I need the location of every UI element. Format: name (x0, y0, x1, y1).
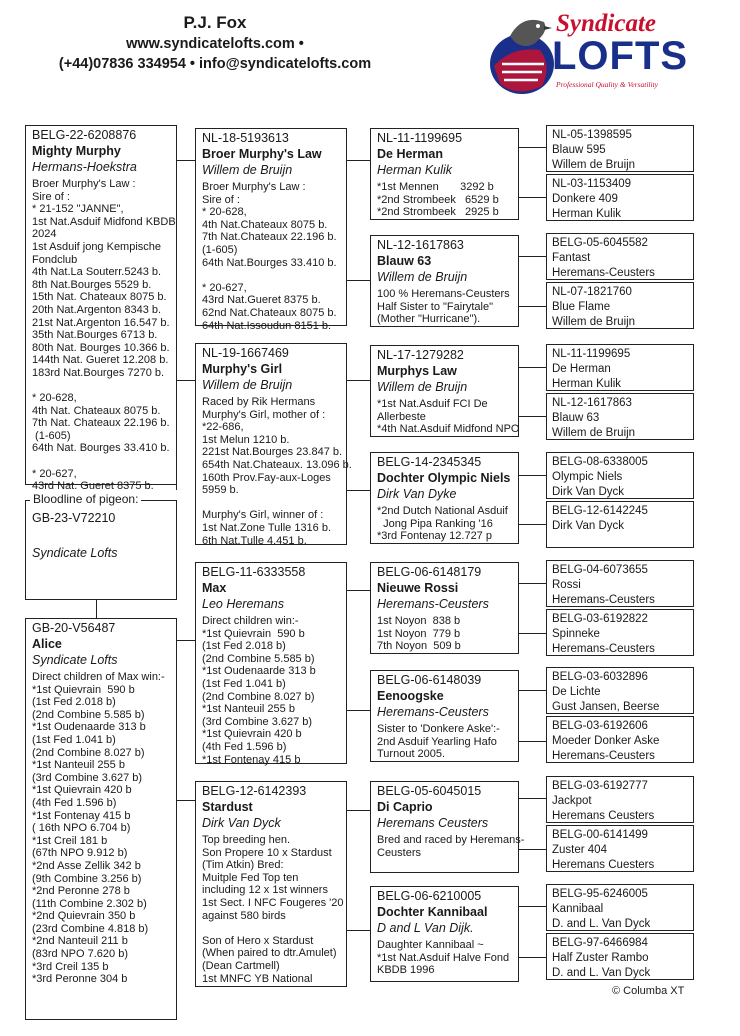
pigeon-name: Di Caprio (377, 800, 433, 814)
gen4-card[interactable] (546, 344, 694, 391)
gen4-card[interactable] (546, 884, 694, 931)
pigeon-ring: BELG-12-6142393 (202, 784, 307, 798)
pigeon-ring: BELG-03-6192606 (552, 720, 648, 732)
pigeon-ring: BELG-03-6192822 (552, 613, 648, 625)
pigeon-ring: BELG-04-6073655 (552, 564, 648, 576)
dam-notes: Direct children of Max win:- *1st Quievrain 590 b (1st Fed 2.018 b) (2nd Combine 5.585 b) *1st Oudenaarde 313 b (1st Fed 1.041 b) (2nd Combine 8.027 b) *1st Nanteuil 255 b (3rd Combine 3.627 b) *1st Quievrain 420 b (4th Fed 1.596 b) *1st Fontenay 415 b ( 16th NPO 6.704 b) *1st Creil 181 b (67th NPO 9.912 b) *2nd Asse Zellik 342 b (9th Combine 3.256 b) *2nd Peronne 278 b (11th Combine 2.302 b) *2nd Quievrain 350 b (23rd Combine 4.818 b) *2nd Nanteuil 211 b (83rd NPO 7.620 b) *3rd Creil 135 b *3rd Peronne 304 b (32, 671, 165, 986)
gen3-card[interactable] (370, 781, 525, 873)
dam-breeder: Syndicate Lofts (32, 653, 118, 667)
pigeon-name: De Herman (552, 363, 611, 375)
bloodline-card (25, 500, 177, 600)
pigeon-breeder: Heremans Cuesters (552, 859, 655, 871)
gen4-card[interactable] (546, 560, 694, 607)
pigeon-ring: BELG-95-6246005 (552, 888, 648, 900)
bloodline-label: Bloodline of pigeon: (30, 492, 141, 506)
gen4-card[interactable] (546, 501, 694, 548)
pigeon-name: Zuster 404 (552, 844, 607, 856)
pigeon-breeder: Herman Kulik (552, 378, 622, 390)
gen4-card[interactable] (546, 716, 694, 763)
pigeon-breeder: Heremans-Ceusters (552, 267, 655, 279)
gen3-card[interactable] (370, 886, 519, 982)
gen2-card[interactable] (195, 562, 347, 764)
pigeon-notes: Sister to 'Donkere Aske':- 2nd Asduif Yearling Hafo Turnout 2005. (377, 723, 500, 761)
pigeon-ring: NL-11-1199695 (552, 348, 631, 360)
pigeon-name: Half Zuster Rambo (552, 952, 649, 964)
gen4-card[interactable] (546, 776, 694, 823)
pigeon-breeder: Gust Jansen, Beerse (552, 701, 660, 713)
gen4-card[interactable] (546, 609, 694, 656)
pigeon-breeder: Heremans Ceusters (552, 810, 655, 822)
pigeon-breeder: Willem de Bruijn (202, 163, 293, 177)
bloodline-owner: Syndicate Lofts (32, 546, 118, 560)
pigeon-ring: NL-07-1821760 (552, 286, 632, 298)
breeder-name: P.J. Fox (183, 13, 247, 32)
website-line[interactable]: www.syndicatelofts.com • (126, 36, 304, 52)
subject-name: Mighty Murphy (32, 144, 121, 158)
pigeon-ring: BELG-08-6338005 (552, 456, 648, 468)
pigeon-ring: NL-17-1279282 (377, 348, 464, 362)
logo-word-syndicate: Syndicate (556, 10, 656, 37)
gen4-card[interactable] (546, 393, 694, 440)
pigeon-ring: NL-19-1667469 (202, 346, 289, 360)
pigeon-ring: BELG-00-6141499 (552, 829, 648, 841)
pigeon-ring: BELG-06-6148179 (377, 565, 482, 579)
pigeon-name: Fantast (552, 252, 591, 264)
pigeon-ring: BELG-11-6333558 (202, 565, 306, 579)
pigeon-breeder: D. and L. Van Dyck (552, 967, 651, 979)
pigeon-ring: BELG-03-6192777 (552, 780, 648, 792)
pigeon-breeder: Herman Kulik (377, 163, 453, 177)
pigeon-ring: NL-03-1153409 (552, 178, 632, 190)
pigeon-ring: BELG-05-6045582 (552, 237, 648, 249)
pigeon-name: Spinneke (552, 628, 600, 640)
pigeon-ring: BELG-06-6210005 (377, 889, 482, 903)
pigeon-notes: *1st Mennen 3292 b *2nd Strombeek 6529 b *2nd Strombeek 2925 b (377, 181, 499, 219)
pigeon-ring: BELG-06-6148039 (377, 673, 482, 687)
gen3-card[interactable] (370, 670, 519, 762)
pigeon-name: Blauw 63 (552, 412, 600, 424)
pigeon-name: Blauw 63 (377, 254, 432, 268)
syndicate-lofts-logo (482, 6, 689, 104)
pigeon-name: Moeder Donker Aske (552, 735, 660, 747)
pigeon-name: Nieuwe Rossi (377, 581, 459, 595)
logo-tagline: Professional Quality & Versatility (556, 80, 659, 89)
pigeon-name: Blue Flame (552, 301, 611, 313)
pigeon-name: Max (202, 581, 227, 595)
bloodline-ring: GB-23-V72210 (32, 511, 116, 525)
copyright-footer: © Columba XT (612, 985, 685, 997)
pigeon-name: Jackpot (552, 795, 592, 807)
subject-notes: Broer Murphy's Law : Sire of : * 21-152 "JANNE", 1st Nat.Asduif Midfond KBDB 2024 1st Asduif jong Kempische Fondclub 4th Nat.La Souterr.5243 b. 8th Nat.Bourges 5529 b. 15th Nat. Chateaux 8075 b. 20th Nat.Argenton 8343 b. 21st Nat.Argenton 16.547 b. 35th Nat.Bourges 6713 b. 80th Nat. Bourges 10.366 b. 144th Nat. Gueret 12.208 b. 183rd Nat.Bourges 7270 b. * 20-628, 4th Nat. Chateaux 8075 b. 7th Nat. Chateaux 22.196 b. (1-605) 64th Nat. Bourges 33.410 b. * 20-627, 43rd Nat. Gueret 8375 b. (32, 178, 176, 493)
pigeon-name: Dochter Olympic Niels (377, 471, 511, 485)
gen2-card[interactable] (195, 781, 347, 987)
pigeon-notes: Broer Murphy's Law : Sire of : * 20-628, 4th Nat.Chateaux 8075 b. 7th Nat.Chateaux 22.196 b. (1-605) 64th Nat.Bourges 33.410 b. * 20-627, 43rd Nat.Gueret 8375 b. 62nd Nat.Chateaux 8075 b. 64th Nat.Issoudun 8151 b. (202, 181, 337, 332)
pigeon-breeder: Dirk Van Dyke (377, 487, 457, 501)
gen4-card[interactable] (546, 825, 694, 872)
pigeon-breeder: Willem de Bruijn (377, 270, 468, 284)
pigeon-name: Murphy's Girl (202, 362, 283, 376)
pigeon-ring: BELG-97-6466984 (552, 937, 648, 949)
pigeon-ring: BELG-05-6045015 (377, 784, 482, 798)
pigeon-breeder: Dirk Van Dyck (202, 816, 281, 830)
pigeon-notes: Bred and raced by Heremans- Ceusters (377, 834, 525, 859)
gen3-card[interactable] (370, 345, 519, 437)
pigeon-notes: 1st Noyon 838 b 1st Noyon 779 b 7th Noyon 509 b (377, 615, 461, 653)
dam-ring: GB-20-V56487 (32, 621, 116, 635)
pigeon-ring: NL-05-1398595 (552, 129, 632, 141)
pigeon-breeder: Heremans Ceusters (377, 816, 489, 830)
pigeon-breeder: Heremans-Ceusters (552, 594, 655, 606)
gen3-card[interactable] (370, 562, 519, 654)
pigeon-breeder: Willem de Bruijn (377, 380, 468, 394)
pigeon-ring: NL-12-1617863 (552, 397, 632, 409)
subject-pigeon-card[interactable] (25, 125, 177, 493)
subject-ring: BELG-22-6208876 (32, 128, 137, 142)
gen4-card[interactable] (546, 125, 694, 172)
gen2-card[interactable] (195, 343, 352, 547)
pigeon-ring: NL-18-5193613 (202, 131, 289, 145)
gen4-card[interactable] (546, 282, 694, 329)
pigeon-name: De Lichte (552, 686, 601, 698)
pigeon-breeder: Willem de Bruijn (552, 159, 636, 171)
contact-line[interactable]: (+44)07836 334954 • info@syndicatelofts.com (58, 56, 372, 72)
pigeon-breeder: Heremans-Ceusters (377, 597, 489, 611)
pigeon-breeder: D and L Van Dijk. (377, 921, 474, 935)
gen4-card[interactable] (546, 667, 694, 714)
dam-name: Alice (32, 637, 62, 651)
pigeon-ring: BELG-03-6032896 (552, 671, 648, 683)
pigeon-name: Eenoogske (377, 689, 444, 703)
pigeon-breeder: D. and L. Van Dyck (552, 918, 651, 930)
pigeon-notes: Raced by Rik Hermans Murphy's Girl, mother of : *22-686, 1st Melun 1210 b. 221st Nat.Bourges 23.847 b. 654th Nat.Chateaux. 13.096 b. 160th Prov.Fay-aux-Loges 5959 b. Murphy's Girl, winner of : 1st Nat.Zone Tulle 1316 b. 6th Nat.Tulle 4.451 b. (202, 396, 352, 547)
subject-breeder: Hermans-Hoekstra (32, 160, 137, 174)
pigeon-name: Broer Murphy's Law (202, 147, 322, 161)
pigeon-breeder: Willem de Bruijn (552, 316, 636, 328)
pigeon-name: Stardust (202, 800, 253, 814)
pigeon-name: Dochter Kannibaal (377, 905, 488, 919)
pigeon-notes: 100 % Heremans-Ceusters Half Sister to "Fairytale" (Mother "Hurricane"). (377, 288, 510, 326)
pigeon-breeder: Leo Heremans (202, 597, 284, 611)
pigeon-notes: *1st Nat.Asduif FCI De Allerbeste *4th Nat.Asduif Midfond NPO (377, 398, 520, 436)
pigeon-ring: BELG-12-6142245 (552, 505, 648, 517)
gen4-card[interactable] (546, 933, 694, 980)
pigeon-breeder: Heremans-Ceusters (552, 643, 655, 655)
pigeon-notes: *2nd Dutch National Asduif Jong Pipa Ranking '16 *3rd Fontenay 12.727 p (377, 505, 508, 543)
dam-pigeon-card[interactable] (25, 618, 177, 1020)
gen2-card[interactable] (195, 128, 347, 332)
pigeon-name: Dirk Van Dyck (552, 520, 624, 532)
pigeon-breeder: Willem de Bruijn (202, 378, 293, 392)
gen3-card[interactable] (370, 452, 519, 544)
gen3-card[interactable] (370, 235, 519, 327)
pigeon-name: Murphys Law (377, 364, 457, 378)
logo-word-lofts: LOFTS (552, 34, 689, 78)
pigeon-name: Blauw 595 (552, 144, 606, 156)
pigeon-notes: Daughter Kannibaal ~ *1st Nat.Asduif Halve Fond KBDB 1996 (377, 939, 510, 977)
pigeon-ring: BELG-14-2345345 (377, 455, 482, 469)
pigeon-name: Olympic Niels (552, 471, 623, 483)
pigeon-breeder: Herman Kulik (552, 208, 622, 220)
pigeon-breeder: Heremans-Ceusters (552, 750, 655, 762)
pigeon-notes: Direct children win:- *1st Quievrain 590 b (1st Fed 2.018 b) (2nd Combine 5.585 b) *1st Oudenaarde 313 b (1st Fed 1.041 b) (2nd Combine 8.027 b) *1st Nanteuil 255 b (3rd Combine 3.627 b) *1st Quievrain 420 b (4th Fed 1.596 b) *1st Fontenay 415 b (202, 615, 316, 766)
gen4-card[interactable] (546, 452, 694, 499)
pigeon-breeder: Willem de Bruijn (552, 427, 636, 439)
pigeon-name: De Herman (377, 147, 443, 161)
pigeon-notes: Top breeding hen. Son Propere 10 x Stardust (Tim Atkin) Bred: Muitple Fed Top ten including 12 x 1st winners 1st Sect. I NFC Fougeres '20 against 580 birds Son of Hero x Stardust (When paired to dtr.Amulet) (Dean Cartmell) 1st MNFC YB National (202, 834, 344, 985)
pigeon-name: Rossi (552, 579, 581, 591)
pigeon-breeder: Dirk Van Dyck (552, 486, 624, 498)
pigeon-name: Kannibaal (552, 903, 604, 915)
gen4-card[interactable] (546, 174, 694, 221)
pigeon-name: Donkere 409 (552, 193, 618, 205)
gen4-card[interactable] (546, 233, 694, 280)
gen3-card[interactable] (370, 128, 519, 220)
pigeon-breeder: Heremans-Ceusters (377, 705, 489, 719)
pigeon-ring: NL-12-1617863 (377, 238, 464, 252)
pigeon-ring: NL-11-1199695 (377, 131, 463, 145)
